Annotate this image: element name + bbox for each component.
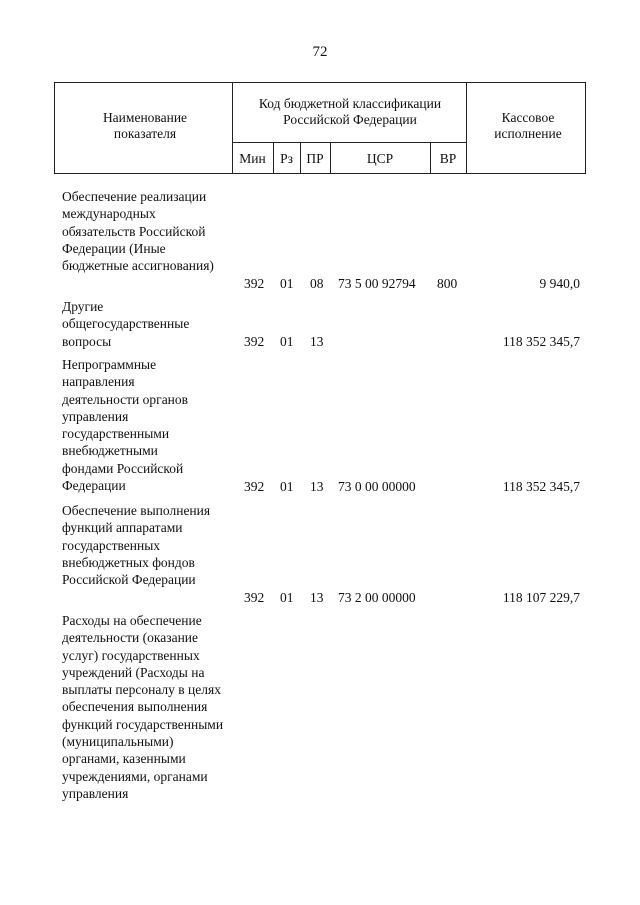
row-pr: 13	[310, 479, 324, 494]
header-pr: ПР	[306, 151, 324, 166]
row-rz: 01	[280, 590, 294, 605]
row-min: 392	[244, 276, 265, 291]
row-rz: 01	[280, 479, 294, 494]
header-rz: Рз	[280, 151, 293, 166]
header-vr: ВР	[439, 151, 457, 166]
page-number: 72	[312, 44, 328, 60]
row-csr: 73 2 00 00000	[338, 590, 416, 605]
row-name: Расходы на обеспечение деятельности (оказание услуг) государственных учреждений (Расходы на выплаты персоналу в целях обеспечения выполнения функций государственными (муниципальными) органами, казенными учреждениями, органами управления	[62, 613, 224, 801]
row-name: Обеспечение выполнения функций аппаратами государственных внебюджетных фондов Российской Федерации	[62, 503, 211, 588]
row-amount: 118 107 229,7	[502, 590, 580, 605]
row-rz: 01	[280, 334, 294, 349]
row-pr: 13	[310, 334, 324, 349]
row-name: Обеспечение реализации международных обязательств Российской Федерации (Иные бюджетные ассигнования)	[62, 189, 214, 274]
row-amount: 9 940,0	[539, 276, 580, 291]
row-min: 392	[244, 590, 265, 605]
row-name: Непрограммные направления деятельности органов управления государственными внебюджетными фондами Российской Федерации	[62, 357, 189, 494]
row-min: 392	[244, 334, 265, 349]
row-pr: 08	[310, 276, 324, 291]
row-csr: 73 5 00 92794	[338, 276, 416, 291]
header-csr: ЦСР	[366, 151, 394, 166]
header-min: Мин	[239, 151, 266, 166]
table-header	[54, 82, 586, 174]
header-code-group: Код бюджетной классификации Российской Федерации	[258, 96, 442, 127]
header-name-column: Наименование показателя	[102, 110, 188, 141]
row-vr: 800	[437, 276, 458, 291]
row-name: Другие общегосударственные вопросы	[62, 299, 190, 349]
row-rz: 01	[280, 276, 294, 291]
row-amount: 118 352 345,7	[502, 334, 580, 349]
row-amount: 118 352 345,7	[502, 479, 580, 494]
row-min: 392	[244, 479, 265, 494]
header-amount-column: Кассовое исполнение	[494, 110, 562, 141]
row-pr: 13	[310, 590, 324, 605]
row-csr: 73 0 00 00000	[338, 479, 416, 494]
divider	[466, 83, 467, 173]
